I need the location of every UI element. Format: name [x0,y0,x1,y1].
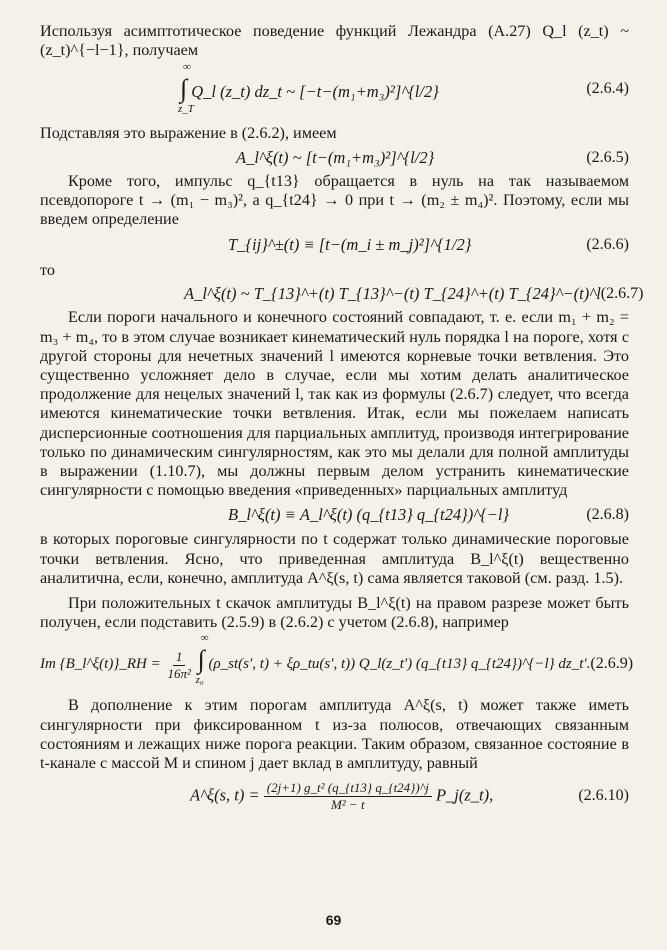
paragraph-7: При положительных t скачок амплитуды B_l^ξ(t) на правом разрезе может быть получен, если подставить (2.5.9) в (2.6.2) с учетом (2.6.8), например [40,594,629,632]
equation-number: (2.6.10) [578,787,629,805]
equation-text: B_l^ξ(t) ≡ A_l^ξ(t) (q_{t13} q_{t24})^{−l} [228,505,510,525]
equation-2-6-4 [40,60,629,118]
equation-number: (2.6.8) [586,506,629,524]
paragraph-6: в которых пороговые сингулярности по t содержат только динамические пороговые точки ветвления. Ясно, что приведенная амплитуда B_l^ξ(t) вещественно аналитична, если, конечно, амплитуда A^ξ(s, t) сама является таковой (см. разд. 1.5). [40,530,629,587]
integral-upper-limit: ∞ [200,632,209,645]
integral-sign: ∫ ∞ z₀ [195,632,209,687]
equation-number: (2.6.4) [586,80,629,98]
equation-prefix: Im {B_l^ξ(t)}_RH = [40,656,161,673]
paragraph-3: Кроме того, импульс q_{t13} обращается в нуль на так называемом псевдопороге t → (m₁ − m₃)², а q_{t24} → 0 при t → (m₂ ± m₄)². Поэтому, если мы введем определение [40,171,629,229]
equation-prefix: A^ξ(s, t) = [190,785,260,805]
equation-2-6-8 [40,500,629,530]
equation-body [178,61,586,116]
paragraph-8: В дополнение к этим порогам амплитуда A^ξ(s, t) может также иметь сингулярности при фиксированном t из-за полюсов, отвечающих связанным состояниям и лежащих ниже порога реакции. Таким образом, связанное состояние в t-канале с массой M и спином j дает вклад в амплитуду, равный [40,696,629,773]
paragraph-5: Если пороги начального и конечного состояний совпадают, т. е. если m₁ + m₂ = m₃ + m₄, то в этом случае возникает кинематический нуль порядка l на пороге, хотя с другой стороны для нечетных значений l имеются корневые точки ветвления. Это существенно усложняет дело в случае, если мы хотим делать аналитическое продолжение для нецелых значений l, так как из формулы (2.6.7) следует, что всегда имеются кинематические точки ветвления. Итак, если мы пожелаем написать дисперсионные соотношения для парциальных амплитуд, производя интегрирование только по динамическим сингулярностям, как это мы делали для полной амплитуды в выражении (1.10.7), мы должны первым делом устранить кинематические сингулярности с помощью введения «приведенных» парциальных амплитуд [40,308,629,500]
equation-text: A_l^ξ(t) ~ [t−(m₁+m₃)²]^{l/2} [236,147,435,167]
equation-fraction [164,649,193,682]
paragraph-4: то [40,261,55,280]
fraction-denominator: M² − t [330,796,365,812]
paragraph-2: Подставляя это выражение в (2.6.2), имеем [40,124,337,143]
equation-number: (2.6.7) [600,285,644,303]
integral-sign: ∫ ∞ z_T [178,61,194,116]
equation-number: (2.6.5) [586,148,629,166]
equation-text: (ρ_st(s′, t) + ξρ_tu(s′, t)) Q_l(z_t′) (q_{t13} q_{t24})^{−l} dz_t′. [208,656,591,673]
integral-lower-limit: z_T [178,103,194,116]
equation-body [40,632,591,687]
equation-body [190,780,578,813]
paragraph-1: Используя асимптотическое поведение функций Лежандра (А.27) Q_l (z_t) ~ (z_t)^{−l−1}, получаем [40,22,629,60]
fraction-numerator: 1 [173,649,186,666]
equation-number: (2.6.6) [586,236,629,254]
equation-2-6-5 [40,144,629,172]
equation-2-6-6 [40,229,629,261]
fraction-numerator: (2j+1) g_t² (q_{t13} q_{t24})^j [264,780,432,797]
equation-text: Q_l (z_t) dz_t ~ [−t−(m₁+m₃)²]^{l/2} [191,82,439,102]
equation-suffix: P_j(z_t), [435,785,494,805]
page-number: 69 [325,912,342,928]
equation-2-6-10 [40,773,629,819]
equation-text: T_{ij}^±(t) ≡ [t−(m_i ± m_j)²]^{1/2} [228,235,472,255]
equation-text: A_l^ξ(t) ~ T_{13}^+(t) T_{13}^−(t) T_{24}^+(t) T_{24}^−(t)^l [184,284,601,304]
equation-number: (2.6.9) [590,655,634,673]
integral-upper-limit: ∞ [183,61,191,74]
fraction-denominator: 16π² [167,665,191,681]
equation-2-6-7 [40,280,644,308]
integral-lower-limit: z₀ [195,674,204,687]
equation-fraction [264,780,432,813]
equation-2-6-9 [40,632,634,696]
